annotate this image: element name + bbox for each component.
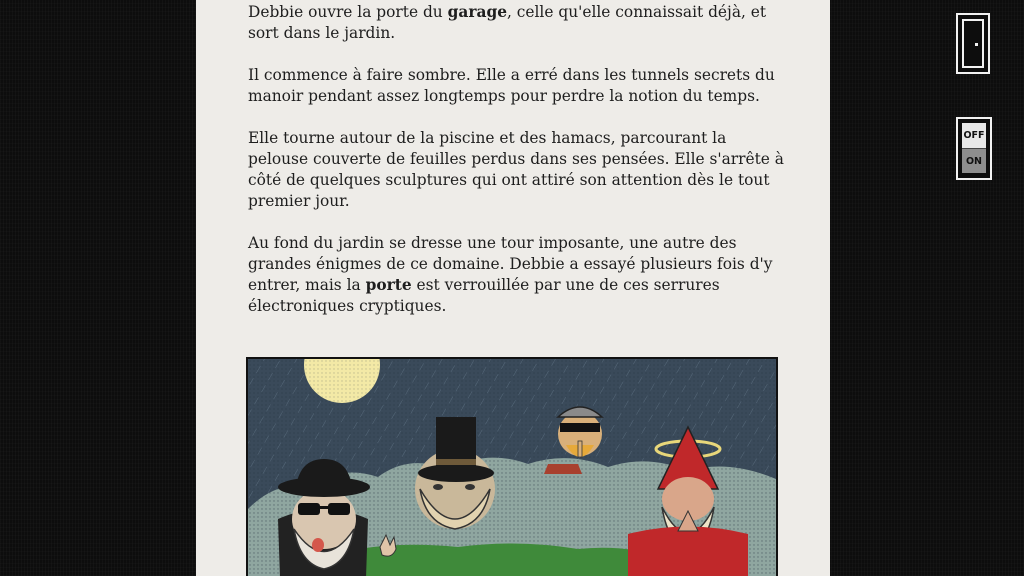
keyword-porte[interactable]: porte xyxy=(365,276,412,294)
exit-door-button[interactable] xyxy=(956,13,990,74)
comic-panel-garden-gnomes xyxy=(246,357,778,576)
story-page xyxy=(196,0,830,576)
switch-on-label[interactable]: ON xyxy=(962,148,986,173)
paragraph-2: Il commence à faire sombre. Elle a erré dans les tunnels secrets du manoir pendant assez longtemps pour perdre la notion du temps. xyxy=(248,66,775,105)
door-knob xyxy=(975,43,978,46)
switch-off-label[interactable]: OFF xyxy=(962,123,986,148)
paragraph-1: Debbie ouvre la porte du garage, celle qu'elle connaissait déjà, et sort dans le jardin. xyxy=(248,3,767,42)
paragraph-3: Elle tourne autour de la piscine et des hamacs, parcourant la pelouse couverte de feuilles perdus dans ses pensées. Elle s'arrête à côté de quelques sculptures qui ont attiré son attention dès le tout premier jour. xyxy=(248,129,784,210)
story-text xyxy=(248,2,788,338)
paragraph-4: Au fond du jardin se dresse une tour imposante, une autre des grandes énigmes de ce domaine. Debbie a essayé plusieurs fois d'y entrer, mais la porte est verrouillée par une de ces serrures électroniques cryptiques. xyxy=(248,234,773,315)
on-off-toggle-switch[interactable] xyxy=(956,117,992,180)
door-icon xyxy=(962,19,984,68)
keyword-garage[interactable]: garage xyxy=(447,3,507,21)
